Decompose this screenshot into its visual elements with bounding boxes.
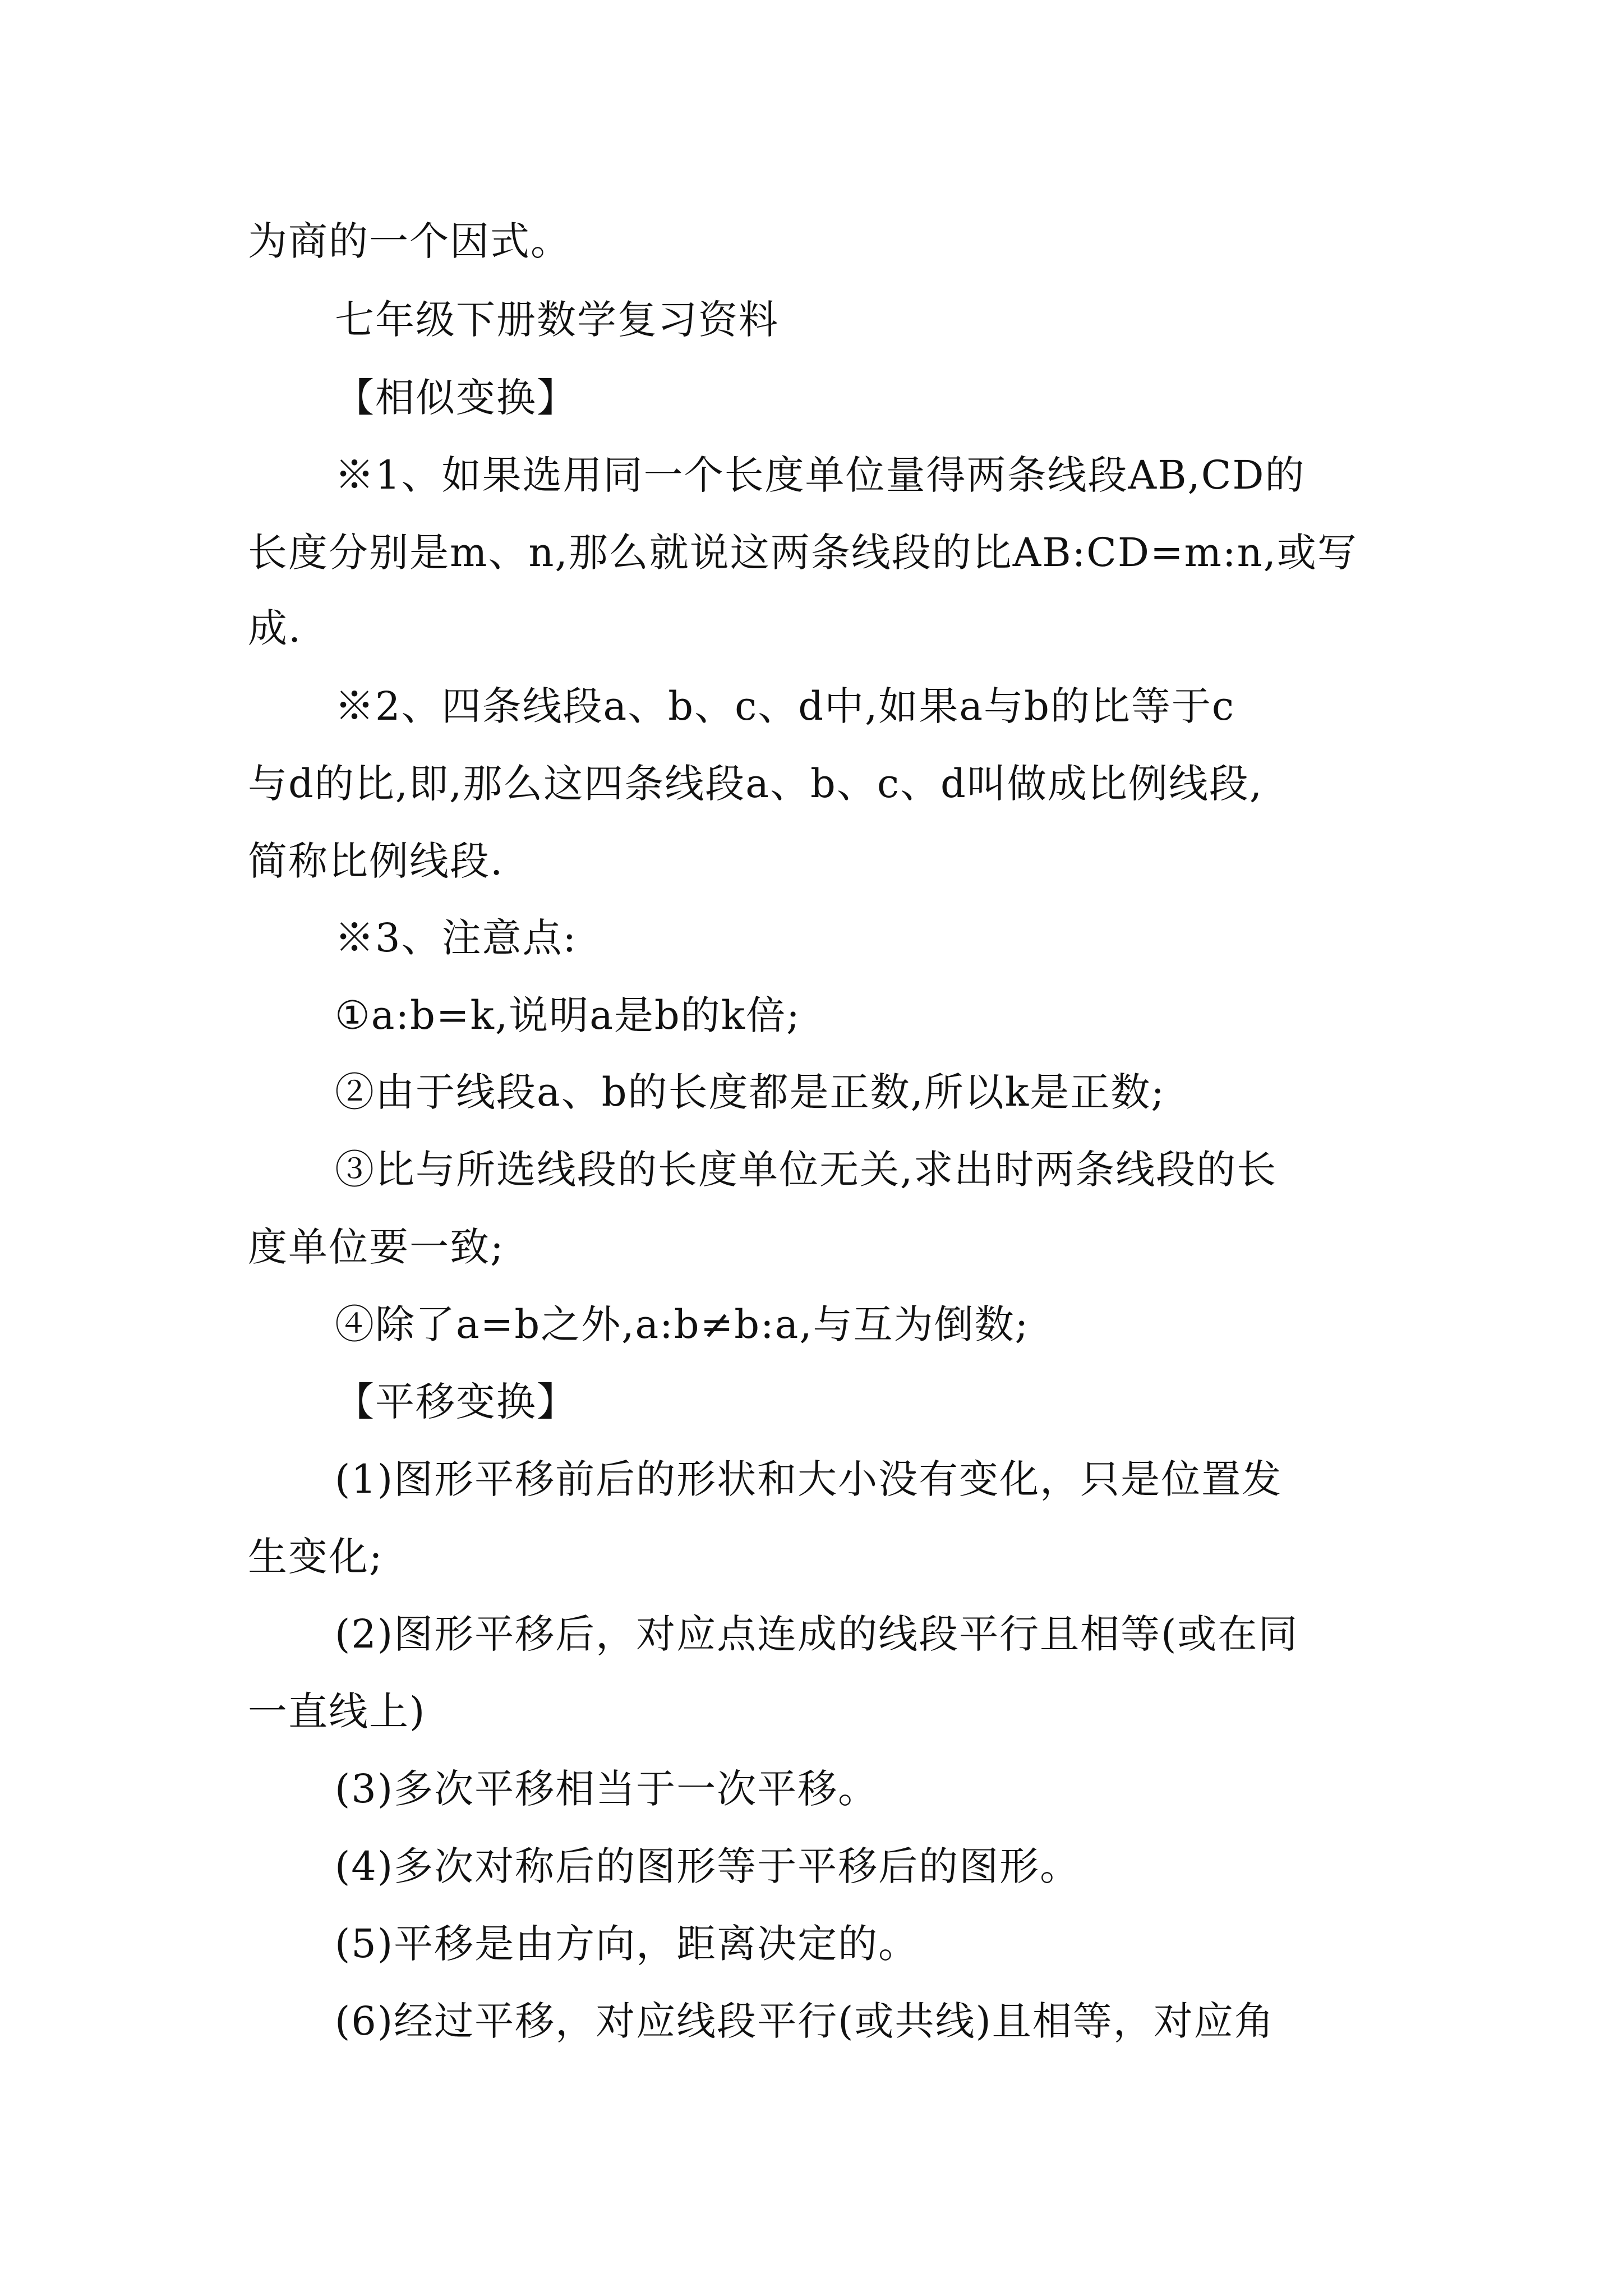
section-title: 七年级下册数学复习资料: [335, 297, 779, 343]
text-line: (2)图形平移后，对应点连成的线段平行且相等(或在同: [335, 1611, 1299, 1657]
text-line: ③比与所选线段的长度单位无关,求出时两条线段的长: [335, 1147, 1278, 1193]
text-line: 为商的一个因式。: [248, 218, 571, 264]
section-heading: 【平移变换】: [335, 1379, 577, 1425]
text-line: (4)多次对称后的图形等于平移后的图形。: [335, 1843, 1081, 1889]
text-line: (5)平移是由方向，距离决定的。: [335, 1921, 919, 1967]
text-line: ④除了a=b之外,a:b≠b:a,与互为倒数;: [335, 1301, 1030, 1347]
text-line: 长度分别是m、n,那么就说这两条线段的比AB:CD=m:n,或写: [248, 530, 1358, 576]
text-line: ※3、注意点:: [335, 915, 578, 961]
text-line: 度单位要一致;: [248, 1224, 505, 1270]
section-heading: 【相似变换】: [335, 375, 577, 421]
text-line: 与d的比,即,那么这四条线段a、b、c、d叫做成比例线段,: [248, 761, 1264, 807]
text-line: 一直线上): [248, 1688, 426, 1734]
text-line: 简称比例线段.: [248, 838, 504, 884]
text-line: 成.: [248, 605, 302, 651]
text-line: (6)经过平移，对应线段平行(或共线)且相等，对应角: [335, 1998, 1275, 2044]
text-line: (1)图形平移前后的形状和大小没有变化，只是位置发: [335, 1456, 1283, 1502]
text-line: ※2、四条线段a、b、c、d中,如果a与b的比等于c: [335, 683, 1235, 729]
text-line: ①a:b=k,说明a是b的k倍;: [335, 992, 801, 1038]
text-line: ※1、如果选用同一个长度单位量得两条线段AB,CD的: [335, 452, 1306, 498]
text-line: 生变化;: [248, 1534, 384, 1580]
text-line: (3)多次平移相当于一次平移。: [335, 1766, 879, 1812]
text-line: ②由于线段a、b的长度都是正数,所以k是正数;: [335, 1069, 1165, 1115]
